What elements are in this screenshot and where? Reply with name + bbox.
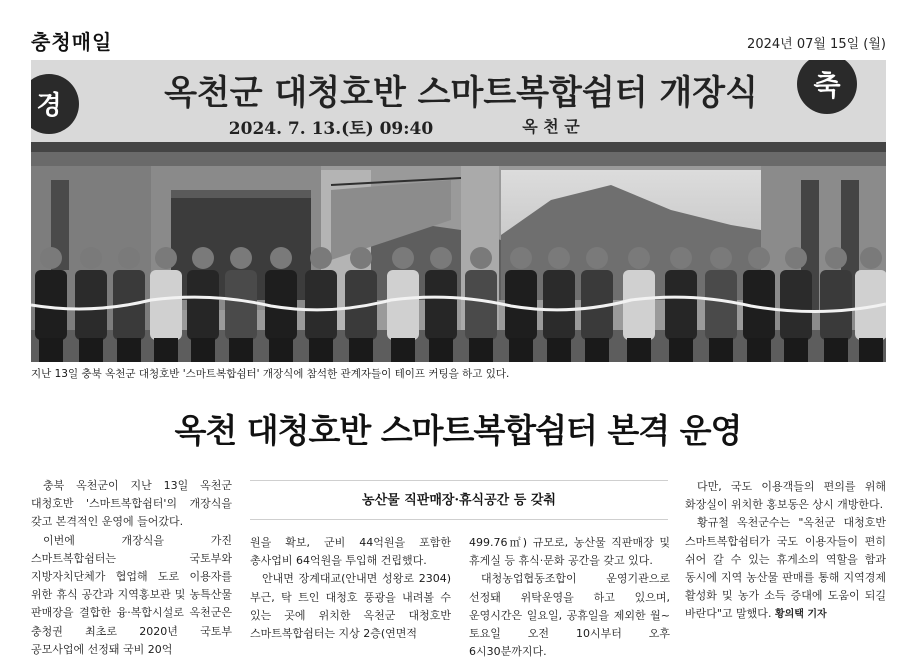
attendee-legs <box>585 338 609 362</box>
attendee-body <box>225 270 257 340</box>
quote-text: 황규철 옥천군수는 "옥천군 대청호반 스마트복합쉼터가 국도 이용자들이 편히 쉬어 갈 수 있는 휴게소의 역할을 함과 동시에 지역 농산물 판매를 통해 지역경제 활성화 및 농가 소득 증대에 도움이 되길 바란다"고 말했다. <box>685 516 886 621</box>
attendee-head <box>748 247 770 269</box>
paragraph: 이번에 개장식을 가진 스마트복합쉼터는 국토부와 지방자치단체가 협업해 도로 이용자를 위한 휴식 공간과 지역홍보관 및 농특산물 판매장을 결합한 융·복합시설로 옥천군은 충청권 최초로 2020년 국토부 공모사업에 선정돼 국비 20억 <box>31 533 232 656</box>
attendee-legs <box>469 338 493 362</box>
attendee-head <box>155 247 177 269</box>
attendee-body <box>705 270 737 340</box>
attendee-head <box>586 247 608 269</box>
article-subhead: 농산물 직판매장·휴식공간 등 갖춰 <box>250 480 668 520</box>
attendee-body <box>150 270 182 340</box>
attendee-body <box>780 270 812 340</box>
attendee-head <box>628 247 650 269</box>
attendee-head <box>192 247 214 269</box>
badge-left-text: 경 <box>36 91 62 121</box>
attendee-body <box>665 270 697 340</box>
attendee-legs <box>824 338 848 362</box>
attendee-head <box>825 247 847 269</box>
banner-host: 옥 천 군 <box>522 117 580 136</box>
banner-title: 옥천군 대청호반 스마트복합쉼터 개장식 <box>164 73 758 113</box>
paragraph: 충북 옥천군이 지난 13일 옥천군 대청호반 '스마트복합쉼터'의 개장식을 갖고 본격적인 운영에 들어갔다. <box>31 479 232 529</box>
attendee-body <box>425 270 457 340</box>
attendee-body <box>305 270 337 340</box>
attendee-legs <box>269 338 293 362</box>
article-column-1 <box>31 477 232 659</box>
attendee-body <box>387 270 419 340</box>
attendee-legs <box>391 338 415 362</box>
attendee-legs <box>349 338 373 362</box>
attendee-legs <box>547 338 571 362</box>
attendee-legs <box>784 338 808 362</box>
attendee-body <box>465 270 497 340</box>
badge-right-text: 축 <box>813 69 841 102</box>
article-column-3 <box>469 534 670 661</box>
paragraph: 대청농업협동조합이 운영기관으로 선정돼 위탁운영을 하고 있으며, 운영시간은 일요일, 공휴일을 제외한 월~토요일 오전 10시부터 오후 6시30분까지다. <box>469 572 670 659</box>
attendee-head <box>230 247 252 269</box>
article-column-4 <box>685 478 886 625</box>
paper-name: 충청매일 <box>31 30 113 54</box>
attendee-body <box>543 270 575 340</box>
attendee-legs <box>79 338 103 362</box>
attendee-legs <box>154 338 178 362</box>
attendee-head <box>310 247 332 269</box>
attendee-head <box>350 247 372 269</box>
attendee-head <box>118 247 140 269</box>
paragraph: 다만, 국도 이용객들의 편의를 위해 화장실이 위치한 홍보동은 상시 개방한다. <box>685 480 886 512</box>
attendee-head <box>392 247 414 269</box>
attendee-body <box>623 270 655 340</box>
attendee-legs <box>669 338 693 362</box>
attendee-legs <box>859 338 883 362</box>
news-photo <box>31 60 886 362</box>
paragraph: 499.76㎡) 규모로, 농산물 직판매장 및 휴게실 등 휴식·문화 공간을 갖고 있다. <box>469 536 670 568</box>
paragraph <box>685 514 886 624</box>
paragraph: 안내면 장계대교(안내면 성왕로 2304) 부근, 탁 트인 대청호 풍광을 내려볼 수 있는 곳에 위치한 옥천군 대청호반 스마트복합쉼터는 지상 2층(연면적 <box>250 572 451 641</box>
attendee-legs <box>229 338 253 362</box>
attendee-legs <box>709 338 733 362</box>
attendee-legs <box>627 338 651 362</box>
attendee-head <box>270 247 292 269</box>
attendee-legs <box>191 338 215 362</box>
photo-caption: 지난 13일 충북 옥천군 대청호반 '스마트복합쉼터' 개장식에 참석한 관계자들이 테이프 커팅을 하고 있다. <box>31 368 510 380</box>
attendee-head <box>860 247 882 269</box>
attendee-head <box>548 247 570 269</box>
attendee-head <box>80 247 102 269</box>
attendee-legs <box>39 338 63 362</box>
banner-datetime: 2024. 7. 13.(토) 09:40 <box>228 119 434 139</box>
attendee-legs <box>309 338 333 362</box>
attendee-body <box>820 270 852 340</box>
attendee-head <box>670 247 692 269</box>
attendee-legs <box>509 338 533 362</box>
paper-date: 2024년 07월 15일 (월) <box>747 37 886 52</box>
article-column-2 <box>250 534 451 643</box>
attendee-head <box>470 247 492 269</box>
attendee-head <box>785 247 807 269</box>
paragraph: 원을 확보, 군비 44억원을 포함한 총사업비 64억원을 투입해 건립했다. <box>250 536 451 568</box>
attendee-body <box>75 270 107 340</box>
masthead <box>0 0 916 58</box>
ribbon-cutting-photo <box>31 60 886 362</box>
attendee-body <box>187 270 219 340</box>
attendee-legs <box>117 338 141 362</box>
attendee-head <box>510 247 532 269</box>
attendee-legs <box>747 338 771 362</box>
byline: 황의택 기자 <box>774 609 827 621</box>
attendee-head <box>710 247 732 269</box>
attendee-head <box>40 247 62 269</box>
attendee-legs <box>429 338 453 362</box>
article-headline: 옥천 대청호반 스마트복합쉼터 본격 운영 <box>174 411 742 450</box>
attendee-head <box>430 247 452 269</box>
